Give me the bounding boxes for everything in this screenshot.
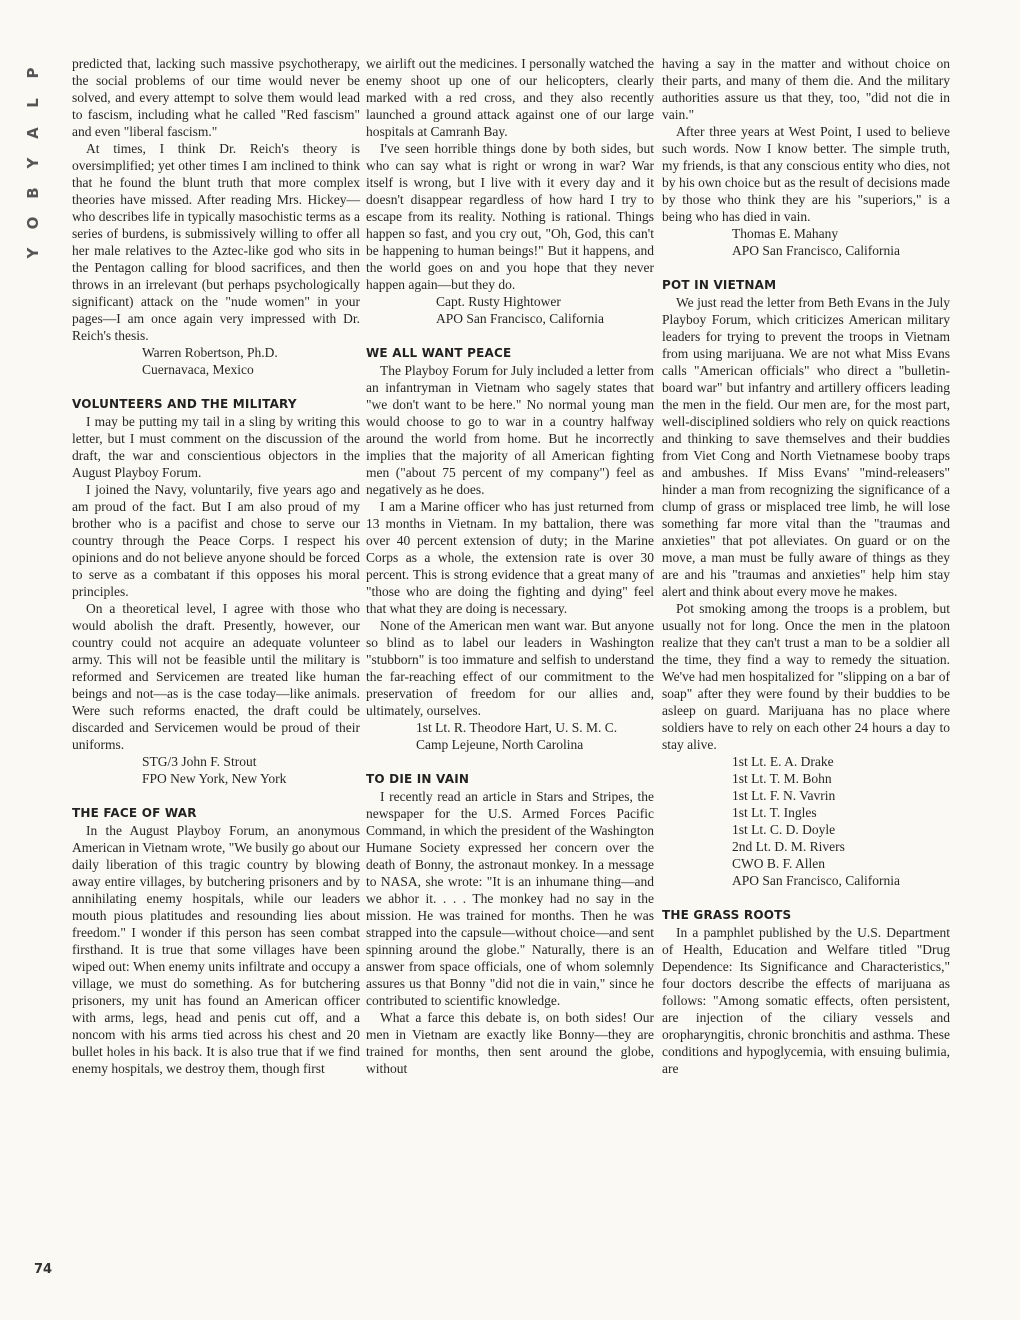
paragraph: I recently read an article in Stars and Stripes, the newspaper for the U.S. Armed Forces Pacific Command, in which the president of the Washington Humane Society expressed her concern over the death of Bonny, the astronaut monkey. In a message to NASA, she wrote: "It is an inhumane thing—and we abhor it. . . . The monkey had no say in the mission. He was trained for months. Then he was strapped into the capsule—without choice—and sent spinning around the globe." Naturally, there is an answer from space officials, one of whom solemnly assures us that Bonny "did not die in vain," since he contributed to scientific knowledge. (366, 789, 654, 1008)
paragraph: we airlift out the medicines. I personally watched the enemy shoot up one of our helicopters, clearly marked with a red cross, and they also recently launched a ground attack against one of our large hospitals at Camranh Bay. (366, 56, 654, 139)
paragraph: After three years at West Point, I used to believe such words. Now I know better. The simple truth, my friends, is that any conscious entity who dies, not by his own choice but as the result of decisions made by those who think they are his "superiors," is a being who has died in vain. (662, 124, 950, 224)
paragraph: On a theoretical level, I agree with those who would abolish the draft. Presently, however, our country could not acquire an adequate volunteer army. This will not be feasible until the military is reformed and Servicemen are treated like human beings and not—as is the case today—like animals. Were such reforms enacted, the draft could be discarded and Servicemen would be proud of their uniforms. (72, 601, 360, 752)
signature-name: 1st Lt. E. A. Drake (732, 754, 834, 769)
paragraph: None of the American men want war. But anyone so blind as to label our leaders in Washington "stubborn" is too immature and selfish to understand the far-reaching effect of our commitment to the preservation of freedom for our allies and, ultimately, ourselves. (366, 618, 654, 718)
column-3 (662, 55, 950, 1077)
signature-location: APO San Francisco, California (436, 311, 604, 326)
signature-name: Thomas E. Mahany (732, 226, 839, 241)
signature-name: CWO B. F. Allen (732, 856, 826, 871)
masthead-letter: B (24, 187, 42, 199)
signature-name: 1st Lt. F. N. Vavrin (732, 788, 836, 803)
paragraph: In a pamphlet published by the U.S. Department of Health, Education and Welfare titled "Drug Dependence: Its Significance and Characteristics," four doctors describe the effects of marijuana as follows: "Among somatic effects, often persistent, are injection of the ciliary vessels and oropharyngitis, chronic bronchitis and asthma. These conditions and hypoglycemia, with ensuing bulimia, are (662, 925, 950, 1076)
signature-name: 1st Lt. T. Ingles (732, 805, 817, 820)
masthead-letter: Y (24, 247, 42, 259)
masthead-letter: O (24, 216, 42, 230)
signature-location: APO San Francisco, California (732, 873, 900, 888)
signature-name: Capt. Rusty Hightower (436, 294, 561, 309)
paragraph: I am a Marine officer who has just returned from 13 months in Vietnam. In my battalion, there was over 40 percent extension of duty; in the Marine Corps as a whole, the extension rate is over 30 percent. This is strong evidence that a great many of "those who are doing the fighting and dying" feel that what they are doing is necessary. (366, 499, 654, 616)
masthead (24, 58, 52, 268)
signature-name: 1st Lt. T. M. Bohn (732, 771, 832, 786)
paragraph: In the August Playboy Forum, an anonymous American in Vietnam wrote, "We busily go about our daily liberation of this tragic country by blowing away entire villages, by butchering prisoners and by annihilating enemy hospitals, while our leaders mouth pious platitudes and resounding lies about freedom." I wonder if this person has seen combat firsthand. It is true that some villages have been wiped out: When enemy units infiltrate and occupy a village, we must do something. As for butchering prisoners, my unit has found an American officer with arms, legs, head and penis cut off, and a noncom with his arms tied across his chest and 20 bullet holes in his back. It is also true that if we find enemy hospitals, we destroy them, though first (72, 823, 360, 1076)
paragraph: At times, I think Dr. Reich's theory is oversimplified; yet other times I am inclined to think that he found the blunt truth that more complex theories have missed. After reading Mrs. Hickey—who describes life in typically masochistic terms as a series of burdens, is submissively willing to offer all her male relatives to the Aztec-like god who sits in the Pentagon calling for blood sacrifices, and then throws in an irrelevant (but perhaps psychologically significant) attack on the "nude women" in your pages—I am once again very impressed with Dr. Reich's thesis. (72, 141, 360, 343)
paragraph: predicted that, lacking such massive psychotherapy, the social problems of our time would never be solved, and every attempt to solve them would lead to fascism, including what he called "Red fascism" and even "liberal fascism." (72, 56, 360, 139)
signature-name: 1st Lt. R. Theodore Hart, U. S. M. C. (416, 720, 618, 735)
paragraph: I joined the Navy, voluntarily, five years ago and am proud of the fact. But I am also proud of my brother who is a pacifist and chose to serve our country through the Peace Corps. I respect his opinions and do not believe anyone should be forced to serve as a combatant if this opposes his moral principles. (72, 482, 360, 599)
masthead-letter: L (24, 98, 42, 108)
signature-location: Camp Lejeune, North Carolina (416, 737, 584, 752)
section-heading: THE GRASS ROOTS (662, 908, 792, 922)
signature-name: 1st Lt. C. D. Doyle (732, 822, 836, 837)
paragraph: having a say in the matter and without choice on their parts, and many of them die. And the military authorities assure us that they, too, "did not die in vain." (662, 56, 950, 122)
signature-location: Cuernavaca, Mexico (142, 362, 254, 377)
section-heading: WE ALL WANT PEACE (366, 346, 512, 360)
column-2 (366, 55, 654, 1077)
paragraph: Pot smoking among the troops is a problem, but usually not for long. Once the men in the platoon realize that they can't trust a man to be a soldier all the time, they find a way to remedy the situation. We've had men hospitalized for "slipping on a bar of soap" after they were found by their buddies to be asleep on guard. Marijuana has no place where soldiers have to rely on each other 24 hours a day to stay alive. (662, 601, 950, 752)
masthead-letter: A (24, 127, 42, 139)
section-heading: VOLUNTEERS AND THE MILITARY (72, 397, 297, 411)
signature-name: Warren Robertson, Ph.D. (142, 345, 278, 360)
signature-name: 2nd Lt. D. M. Rivers (732, 839, 845, 854)
signature-name: STG/3 John F. Strout (142, 754, 257, 769)
paragraph: The Playboy Forum for July included a letter from an infantryman in Vietnam who sagely states that "we don't want to be here." No normal young man would choose to go to war in a country halfway around the world from home. But he incorrectly implies that the majority of all American fighting men ("about 75 percent of my company") feel as negatively as he does. (366, 363, 654, 497)
paragraph: I've seen horrible things done by both sides, but who can say what is right or wrong in war? War itself is wrong, but I live with it every day and it doesn't disappear regardless of how hard I try to escape from its reality. Nothing is rational. Things happen so fast, and you cry out, "Oh, God, this can't be happening to human beings!" But it happens, and the world goes on and you hope that they never happen again—but they do. (366, 141, 654, 292)
section-heading: POT IN VIETNAM (662, 278, 777, 292)
masthead-letter: P (24, 67, 42, 79)
section-heading: THE FACE OF WAR (72, 806, 197, 820)
column-1 (72, 55, 360, 1077)
paragraph: What a farce this debate is, on both sides! Our men in Vietnam are exactly like Bonny—they are trained for months, then sent around the globe, without (366, 1010, 654, 1076)
signature-location: FPO New York, New York (142, 771, 287, 786)
section-heading: TO DIE IN VAIN (366, 772, 470, 786)
paragraph: We just read the letter from Beth Evans in the July Playboy Forum, which criticizes American military leaders for trying to prevent the troops in Vietnam from using marijuana. We are not what Miss Evans calls "American officials" who direct a "bulletin-board war" but infantry and artillery officers leading the men in the field. Our men are, for the most part, well-disciplined soldiers who rely on quick reactions and thinking to save themselves and their buddies from Viet Cong and North Vietnamese booby traps and ambushes. If Miss Evans' "mind-releasers" hinder a man from recognizing the significance of a clump of grass or misplaced tree limb, he will lose something far more vital than the "traumas and anxieties" that pot alleviates. On guard or on the move, a man must be fully aware of things as they are and his "traumas and anxieties" help him stay alert and think about every move he makes. (662, 295, 950, 599)
masthead-letter: Y (24, 157, 42, 169)
page-number: 74 (34, 1262, 53, 1277)
paragraph: I may be putting my tail in a sling by writing this letter, but I must comment on the discussion of the draft, the war and conscientious objectors in the August Playboy Forum. (72, 414, 360, 480)
signature-location: APO San Francisco, California (732, 243, 900, 258)
